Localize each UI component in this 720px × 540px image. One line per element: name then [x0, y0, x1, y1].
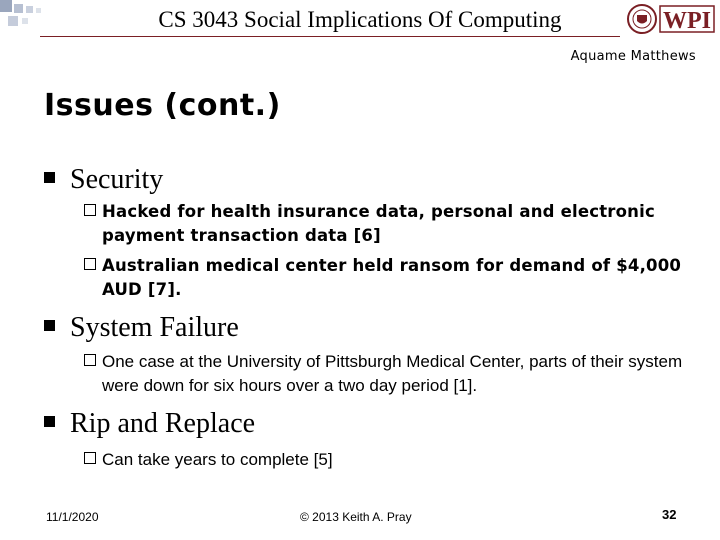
hollow-square-bullet-icon	[84, 354, 96, 366]
sub-bullet-text: Can take years to complete [5]	[102, 450, 333, 469]
slide-title: Issues (cont.)	[44, 88, 281, 123]
square-bullet-icon	[44, 320, 55, 331]
square-bullet-icon	[44, 416, 55, 427]
square-bullet-icon	[44, 172, 55, 183]
sub-bullet-text: One case at the University of Pittsburgh Medical Center, parts of their system were down for six hours over a two day period [1].	[102, 352, 683, 395]
bullet-label: Rip and Replace	[70, 408, 256, 439]
wpi-logo	[626, 2, 716, 36]
bullet-label: Security	[70, 164, 164, 195]
bullet-label: System Failure	[70, 312, 239, 343]
header-title: CS 3043 Social Implications Of Computing	[158, 7, 562, 32]
footer-date: 11/1/2020	[46, 510, 99, 524]
corner-decoration	[0, 0, 60, 40]
page-number: 32	[662, 507, 677, 522]
footer-copyright: © 2013 Keith A. Pray	[300, 510, 412, 524]
logo-text: WPI	[663, 8, 711, 34]
hollow-square-bullet-icon	[84, 204, 96, 216]
wpi-seal-icon	[626, 2, 716, 36]
hollow-square-bullet-icon	[84, 452, 96, 464]
header-divider	[40, 36, 620, 37]
sub-bullet-text: Australian medical center held ransom for demand of $4,000 AUD [7].	[102, 256, 682, 299]
sub-bullet-text: Hacked for health insurance data, personal and electronic payment transaction data [6]	[102, 202, 655, 245]
hollow-square-bullet-icon	[84, 258, 96, 270]
author-name: Aquame Matthews	[570, 49, 696, 64]
